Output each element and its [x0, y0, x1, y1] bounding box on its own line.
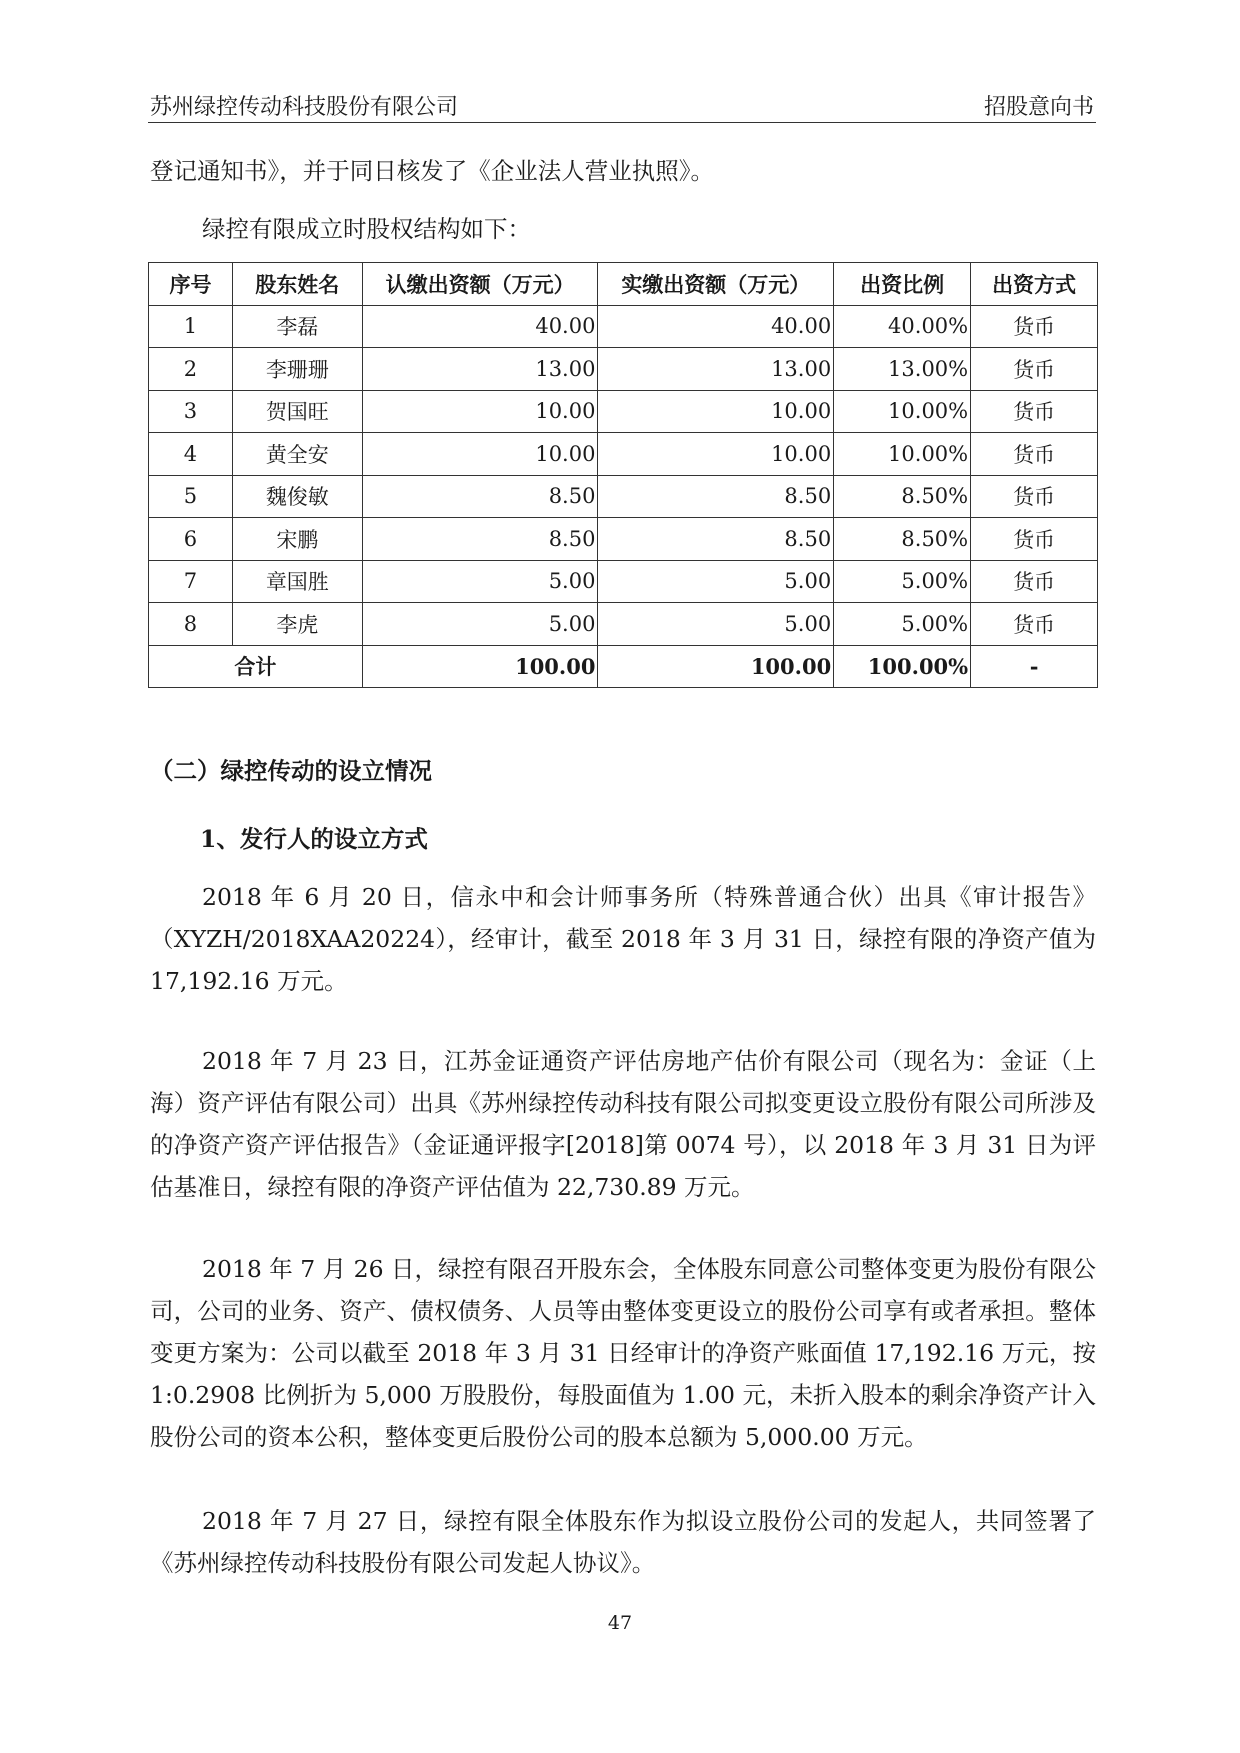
paragraph-appraisal: 2018 年 7 月 23 日，江苏金证通资产评估房地产估价有限公司（现名为：金证（上海）资产评估有限公司）出具《苏州绿控传动科技有限公司拟变更设立股份有限公司所涉及的净资产资产评估报告》（金证通评报字[2018]第 0074 号），以 2018 年 3 月 31 日为评估基准日，绿控有限的净资产评估值为 22,730.89 万元。 — [150, 1047, 1096, 1201]
cell-method: 货币 — [971, 305, 1098, 348]
cell-name: 章国胜 — [232, 560, 362, 603]
header-cell: 股东姓名 — [232, 263, 362, 306]
cell-name: 宋鹏 — [232, 518, 362, 561]
page-header — [148, 84, 1096, 123]
cell-ratio: 8.50% — [834, 518, 971, 561]
cell-total-subscribed: 100.00 — [362, 645, 598, 688]
cell-subscribed: 10.00 — [362, 433, 598, 476]
cell-total-method: - — [971, 645, 1098, 688]
cell-method: 货币 — [971, 475, 1098, 518]
cell-paid: 8.50 — [598, 475, 834, 518]
cell-index: 6 — [149, 518, 233, 561]
cell-subscribed: 40.00 — [362, 305, 598, 348]
cell-paid: 5.00 — [598, 603, 834, 646]
table-header-row — [149, 263, 1098, 306]
cell-ratio: 8.50% — [834, 475, 971, 518]
cell-paid: 40.00 — [598, 305, 834, 348]
cell-ratio: 10.00% — [834, 390, 971, 433]
cell-total-paid: 100.00 — [598, 645, 834, 688]
cell-subscribed: 10.00 — [362, 390, 598, 433]
table-row — [149, 348, 1098, 391]
cell-index: 5 — [149, 475, 233, 518]
intro-line-2: 绿控有限成立时股权结构如下： — [202, 215, 531, 243]
cell-paid: 8.50 — [598, 518, 834, 561]
cell-subscribed: 5.00 — [362, 560, 598, 603]
cell-name: 黄全安 — [232, 433, 362, 476]
cell-method: 货币 — [971, 603, 1098, 646]
cell-name: 魏俊敏 — [232, 475, 362, 518]
header-cell: 认缴出资额（万元） — [362, 263, 598, 306]
header-company: 苏州绿控传动科技股份有限公司 — [150, 95, 459, 120]
section-heading: （二）绿控传动的设立情况 — [150, 757, 432, 785]
cell-name: 贺国旺 — [232, 390, 362, 433]
cell-index: 8 — [149, 603, 233, 646]
header-cell: 实缴出资额（万元） — [598, 263, 834, 306]
header-cell: 序号 — [149, 263, 233, 306]
cell-index: 1 — [149, 305, 233, 348]
table-row — [149, 390, 1098, 433]
cell-subscribed: 8.50 — [362, 475, 598, 518]
cell-name: 李磊 — [232, 305, 362, 348]
table-row — [149, 603, 1098, 646]
table-row — [149, 305, 1098, 348]
cell-method: 货币 — [971, 433, 1098, 476]
cell-method: 货币 — [971, 348, 1098, 391]
cell-name: 李虎 — [232, 603, 362, 646]
cell-paid: 5.00 — [598, 560, 834, 603]
table-row — [149, 475, 1098, 518]
cell-paid: 13.00 — [598, 348, 834, 391]
cell-total-ratio: 100.00% — [834, 645, 971, 688]
cell-total-label: 合计 — [149, 645, 363, 688]
paragraph-audit: 2018 年 6 月 20 日，信永中和会计师事务所（特殊普通合伙）出具《审计报告》（XYZH/2018XAA20224），经审计，截至 2018 年 3 月 31 日，绿控有限的净资产值为 17,192.16 万元。 — [150, 883, 1096, 995]
cell-paid: 10.00 — [598, 433, 834, 476]
paragraph-shareholder-meeting: 2018 年 7 月 26 日，绿控有限召开股东会，全体股东同意公司整体变更为股份有限公司，公司的业务、资产、债权债务、人员等由整体变更设立的股份公司享有或者承担。整体变更方案为：公司以截至 2018 年 3 月 31 日经审计的净资产账面值 17,192.16 万元，按 1:0.2908 比例折为 5,000 万股股份，每股面值为 1.00 元，未折入股本的剩余净资产计入股份公司的资本公积，整体变更后股份公司的股本总额为 5,000.00 万元。 — [150, 1255, 1097, 1451]
intro-line-1: 登记通知书》，并于同日核发了《企业法人营业执照》。 — [150, 157, 714, 185]
cell-ratio: 40.00% — [834, 305, 971, 348]
paragraph-promoter-agreement: 2018 年 7 月 27 日，绿控有限全体股东作为拟设立股份公司的发起人，共同签署了《苏州绿控传动科技股份有限公司发起人协议》。 — [150, 1507, 1096, 1577]
equity-table — [148, 262, 1098, 688]
header-cell: 出资比例 — [834, 263, 971, 306]
table-total-row — [149, 645, 1098, 688]
header-doc-type: 招股意向书 — [983, 95, 1094, 120]
cell-index: 7 — [149, 560, 233, 603]
cell-method: 货币 — [971, 390, 1098, 433]
table-row — [149, 518, 1098, 561]
cell-method: 货币 — [971, 518, 1098, 561]
cell-ratio: 13.00% — [834, 348, 971, 391]
cell-ratio: 5.00% — [834, 560, 971, 603]
cell-index: 2 — [149, 348, 233, 391]
cell-method: 货币 — [971, 560, 1098, 603]
section-subheading: 1、发行人的设立方式 — [200, 825, 428, 853]
cell-ratio: 5.00% — [834, 603, 971, 646]
table-row — [149, 560, 1098, 603]
cell-ratio: 10.00% — [834, 433, 971, 476]
cell-subscribed: 13.00 — [362, 348, 598, 391]
cell-subscribed: 5.00 — [362, 603, 598, 646]
cell-name: 李珊珊 — [232, 348, 362, 391]
header-cell: 出资方式 — [971, 263, 1098, 306]
cell-index: 4 — [149, 433, 233, 476]
table-row — [149, 433, 1098, 476]
page-number: 47 — [607, 1612, 633, 1634]
cell-index: 3 — [149, 390, 233, 433]
cell-paid: 10.00 — [598, 390, 834, 433]
cell-subscribed: 8.50 — [362, 518, 598, 561]
